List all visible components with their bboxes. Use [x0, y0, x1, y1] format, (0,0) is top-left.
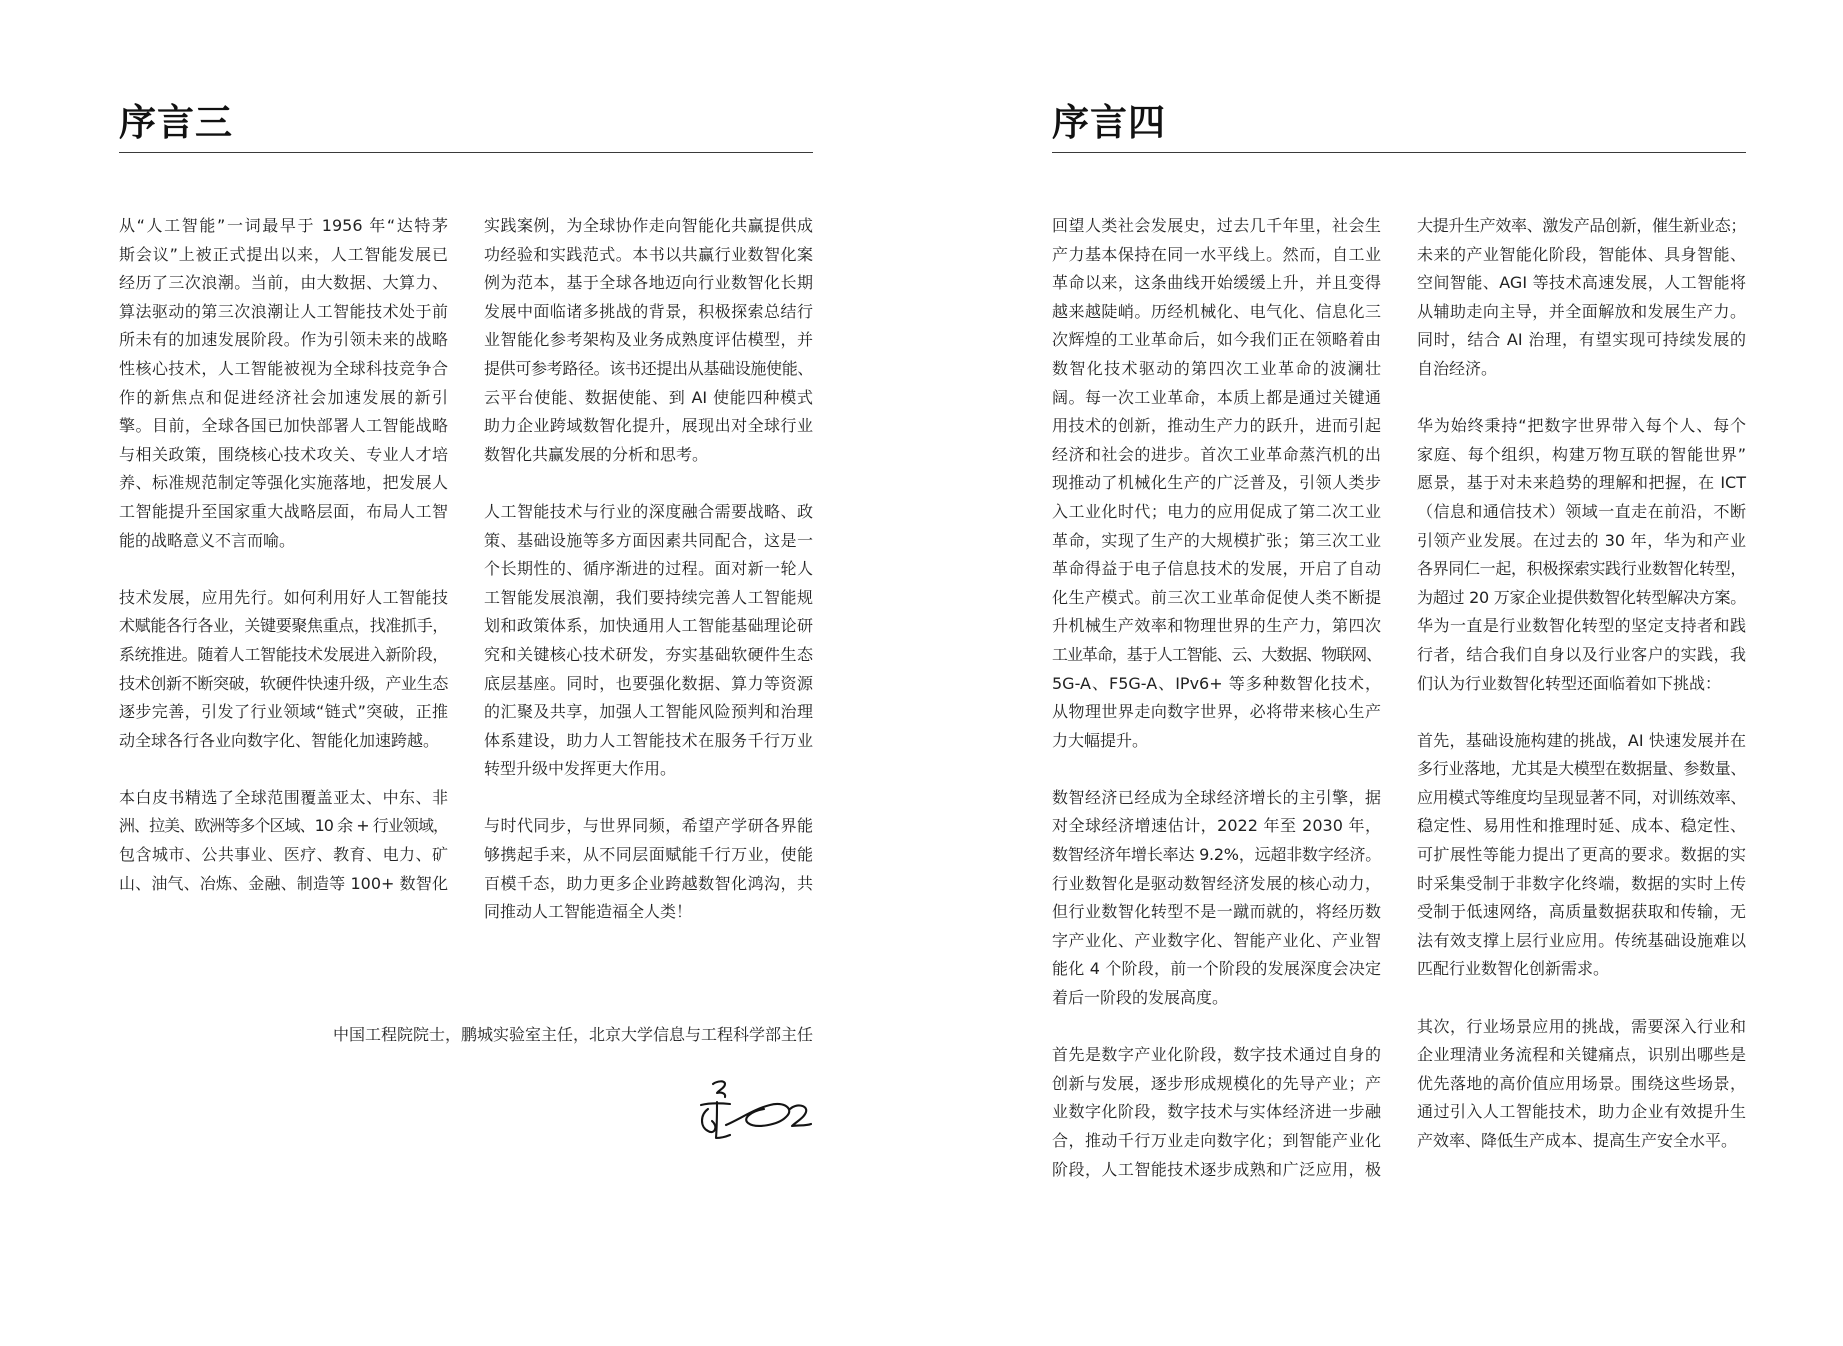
text-line: 例为范本，基于全球各地迈向行业数智化长期: [484, 273, 813, 293]
text-line: 化生产模式。前三次工业革命促使人类不断提: [1052, 587, 1381, 607]
paragraph: [119, 584, 448, 756]
text-line: 升机械生产效率和物理世界的生产力，第四次: [1052, 616, 1381, 636]
text-line: 阶段，人工智能技术逐步成熟和广泛应用，极: [1052, 1159, 1381, 1179]
text-line: 入工业化时代；电力的应用促成了第二次工业: [1052, 501, 1381, 521]
text-line: 百模千态，助力更多企业跨越数智化鸿沟，共: [484, 873, 813, 893]
text-line: 未来的产业智能化阶段，智能体、具身智能、: [1417, 244, 1746, 264]
text-line: 能的战略意义不言而喻。: [119, 530, 296, 550]
text-line: 华为一直是行业数智化转型的坚定支持者和践: [1417, 616, 1746, 636]
paragraph: [119, 784, 448, 898]
text-line: 合，推动千行万业走向数字化；到智能产业化: [1052, 1131, 1381, 1150]
text-line: 引领产业发展。在过去的 30 年，华为和产业: [1417, 530, 1746, 550]
text-line: 力大幅提升。: [1052, 730, 1149, 750]
text-line: 功经验和实践范式。本书以共赢行业数智化案: [484, 244, 813, 264]
text-line: 家庭、每个组织，构建万物互联的智能世界”: [1417, 444, 1746, 464]
text-line: 5G-A、F5G-A、IPv6+ 等多种数智化技术，: [1052, 673, 1381, 693]
text-line: 从辅助走向主导，并全面解放和发展生产力。: [1417, 301, 1746, 321]
text-line: 工智能提升至国家重大战略层面，布局人工智: [119, 501, 448, 521]
text-line: 优先落地的高价值应用场景。围绕这些场景，: [1417, 1073, 1746, 1093]
text-line: 工业革命，基于人工智能、云、大数据、物联网、: [1052, 644, 1381, 664]
text-line: 自治经济。: [1417, 358, 1498, 378]
text-line: 系统推进。随着人工智能技术发展进入新阶段，: [119, 644, 448, 664]
title-rule: [1052, 152, 1746, 153]
text-line: 行者，结合我们自身以及行业客户的实践，我: [1417, 644, 1746, 664]
text-line: 革命以来，这条曲线开始缓缓上升，并且变得: [1052, 273, 1381, 293]
text-line: 洲、拉美、欧洲等多个区域、10 余 + 行业领域，: [119, 816, 448, 836]
text-line: 擎。目前，全球各国已加快部署人工智能战略: [119, 416, 448, 436]
paragraph: [1417, 412, 1746, 698]
text-line: 各界同仁一起，积极探索实践行业数智化转型，: [1417, 559, 1746, 579]
text-line: 技术创新不断突破，软硬件快速升级，产业生态: [119, 673, 448, 693]
text-line: 其次，行业场景应用的挑战，需要深入行业和: [1417, 1016, 1746, 1036]
text-line: 产力基本保持在同一水平线上。然而，自工业: [1052, 244, 1381, 264]
text-line: 划和政策体系，加快通用人工智能基础理论研: [484, 616, 813, 636]
page-title: 序言四: [1052, 101, 1166, 144]
text-line: 着后一阶段的发展高度。: [1052, 988, 1229, 1008]
text-line: 动全球各行各业向数字化、智能化加速跨越。: [119, 730, 440, 750]
text-line: 多行业落地，尤其是大模型在数据量、参数量、: [1417, 759, 1746, 779]
text-line: 性核心技术，人工智能被视为全球科技竞争合: [119, 358, 448, 378]
paragraph: [484, 498, 813, 784]
text-line: 匹配行业数智化创新需求。: [1417, 959, 1610, 979]
text-line: 包含城市、公共事业、医疗、教育、电力、矿: [119, 845, 448, 865]
text-line: 底层基座。同时，也要强化数据、算力等资源: [484, 673, 813, 693]
paragraph: [1052, 784, 1381, 1013]
text-line: 山、油气、冶炼、金融、制造等 100+ 数智化: [119, 873, 448, 893]
text-line: 作的新焦点和促进经济社会加速发展的新引: [119, 387, 448, 407]
text-line: 对全球经济增速估计，2022 年至 2030 年，: [1052, 816, 1381, 836]
text-line: 斯会议”上被正式提出以来，人工智能发展已: [119, 244, 448, 264]
text-line: 人工智能技术与行业的深度融合需要战略、政: [484, 501, 813, 521]
text-line: 空间智能、AGI 等技术高速发展，人工智能将: [1417, 273, 1746, 293]
paragraph: [484, 812, 813, 926]
text-line: 同推动人工智能造福全人类！: [484, 902, 693, 922]
text-line: 稳定性、易用性和推理时延、成本、稳定性、: [1417, 816, 1746, 836]
text-line: 经历了三次浪潮。当前，由大数据、大算力、: [119, 273, 448, 293]
text-line: 们认为行业数智化转型还面临着如下挑战：: [1417, 673, 1722, 693]
text-line: 提供可参考路径。该书还提出从基础设施使能、: [484, 358, 813, 378]
text-line: 次辉煌的工业革命后，如今我们正在领略着由: [1052, 330, 1381, 350]
text-line: 为超过 20 万家企业提供数智化转型解决方案。: [1417, 587, 1746, 607]
paragraph: [1417, 212, 1746, 384]
text-line: 技术发展，应用先行。如何利用好人工智能技: [119, 587, 448, 607]
text-line: 应用模式等维度均呈现显著不同，对训练效率、: [1417, 787, 1746, 807]
text-line: 工智能发展浪潮，我们要持续完善人工智能规: [484, 587, 813, 607]
text-line: 发展中面临诸多挑战的背景，积极探索总结行: [484, 301, 813, 321]
text-column: [1417, 212, 1746, 1184]
page-title: 序言三: [119, 101, 233, 144]
text-line: 但行业数智化转型不是一蹴而就的，将经历数: [1052, 902, 1381, 922]
text-line: 华为始终秉持“把数字世界带入每个人、每个: [1417, 416, 1746, 436]
text-line: （信息和通信技术）领域一直走在前沿，不断: [1417, 501, 1746, 521]
text-line: 创新与发展，逐步形成规模化的先导产业；产: [1052, 1073, 1381, 1093]
text-line: 数智经济年增长率达 9.2%，远超非数字经济。: [1052, 845, 1381, 865]
text-line: 大提升生产效率、激发产品创新，催生新业态；: [1417, 216, 1746, 235]
text-line: 阔。每一次工业革命，本质上都是通过关键通: [1052, 387, 1381, 407]
text-line: 通过引入人工智能技术，助力企业有效提升生: [1417, 1102, 1746, 1122]
text-line: 数智化共赢发展的分析和思考。: [484, 444, 709, 464]
text-line: 同时，结合 AI 治理，有望实现可持续发展的: [1417, 330, 1746, 350]
text-column: [484, 212, 813, 955]
text-line: 所未有的加速发展阶段。作为引领未来的战略: [119, 330, 448, 350]
text-line: 产效率、降低生产成本、提高生产安全水平。: [1417, 1131, 1738, 1150]
text-line: 体系建设，助力人工智能技术在服务千行万业: [484, 730, 813, 750]
text-line: 愿景，基于对未来趋势的理解和把握，在 ICT: [1417, 473, 1746, 493]
text-line: 转型升级中发挥更大作用。: [484, 759, 677, 779]
text-line: 业智能化参考架构及业务成熟度评估模型，并: [484, 330, 813, 350]
text-line: 数智化技术驱动的第四次工业革命的波澜壮: [1052, 358, 1381, 378]
text-line: 云平台使能、数据使能、到 AI 使能四种模式: [484, 387, 813, 407]
text-line: 养、标准规范制定等强化实施落地，把发展人: [119, 473, 448, 493]
paragraph: [119, 212, 448, 555]
paragraph: [1417, 1013, 1746, 1156]
signature-image: [698, 1075, 814, 1143]
text-line: 实践案例，为全球协作走向智能化共赢提供成: [484, 216, 813, 235]
text-line: 越来越陡峭。历经机械化、电气化、信息化三: [1052, 301, 1381, 321]
text-line: 业数字化阶段，数字技术与实体经济进一步融: [1052, 1102, 1381, 1122]
text-line: 策、基础设施等多方面因素共同配合，这是一: [484, 530, 813, 550]
text-line: 企业理清业务流程和关键痛点，识别出哪些是: [1417, 1045, 1746, 1065]
text-line: 数智经济已经成为全球经济增长的主引擎，据: [1052, 787, 1381, 807]
text-line: 从“人工智能”一词最早于 1956 年“达特茅: [119, 216, 448, 235]
text-line: 法有效支撑上层行业应用。传统基础设施难以: [1417, 930, 1746, 950]
text-line: 术赋能各行各业，关键要聚焦重点，找准抓手，: [119, 616, 448, 636]
text-line: 可扩展性等能力提出了更高的要求。数据的实: [1417, 845, 1746, 865]
text-line: 行业数智化是驱动数智经济发展的核心动力，: [1052, 873, 1381, 893]
text-line: 与相关政策，围绕核心技术攻关、专业人才培: [119, 444, 448, 464]
text-line: 的汇聚及共享，加强人工智能风险预判和治理: [484, 702, 813, 722]
text-line: 现推动了机械化生产的广泛普及，引领人类步: [1052, 473, 1381, 493]
text-line: 究和关键核心技术研发，夯实基础软硬件生态: [484, 644, 813, 664]
text-line: 能化 4 个阶段，前一个阶段的发展深度会决定: [1052, 959, 1381, 979]
text-line: 回望人类社会发展史，过去几千年里，社会生: [1052, 216, 1381, 235]
author-attribution: 中国工程院院士，鹏城实验室主任，北京大学信息与工程科学部主任: [332, 1025, 813, 1044]
text-line: 革命，实现了生产的大规模扩张；第三次工业: [1052, 530, 1381, 550]
text-line: 经济和社会的进步。首次工业革命蒸汽机的出: [1052, 444, 1381, 464]
text-column: [1052, 212, 1381, 1213]
text-line: 逐步完善，引发了行业领域“链式”突破，正推: [119, 702, 448, 722]
text-line: 字产业化、产业数字化、智能产业化、产业智: [1052, 930, 1381, 950]
paragraph: [1052, 1041, 1381, 1184]
text-line: 首先是数字产业化阶段，数字技术通过自身的: [1052, 1045, 1381, 1065]
paragraph: [1417, 727, 1746, 984]
title-rule: [119, 152, 813, 153]
text-line: 与时代同步，与世界同频，希望产学研各界能: [484, 816, 813, 836]
text-line: 够携起手来，从不同层面赋能千行万业，使能: [484, 845, 813, 865]
paragraph: [484, 212, 813, 469]
text-line: 从物理世界走向数字世界，必将带来核心生产: [1052, 702, 1381, 722]
text-column: [119, 212, 448, 927]
text-line: 本白皮书精选了全球范围覆盖亚太、中东、非: [119, 787, 448, 807]
text-line: 用技术的创新，推动生产力的跃升，进而引起: [1052, 416, 1381, 436]
text-line: 个长期性的、循序渐进的过程。面对新一轮人: [484, 559, 813, 579]
text-line: 算法驱动的第三次浪潮让人工智能技术处于前: [119, 301, 448, 321]
text-line: 首先，基础设施构建的挑战，AI 快速发展并在: [1417, 730, 1746, 750]
paragraph: [1052, 212, 1381, 755]
text-line: 革命得益于电子信息技术的发展，开启了自动: [1052, 559, 1381, 579]
text-line: 时采集受制于非数字化终端，数据的实时上传: [1417, 873, 1746, 893]
text-line: 助力企业跨域数智化提升，展现出对全球行业: [484, 416, 813, 436]
text-line: 受制于低速网络，高质量数据获取和传输，无: [1417, 902, 1746, 922]
